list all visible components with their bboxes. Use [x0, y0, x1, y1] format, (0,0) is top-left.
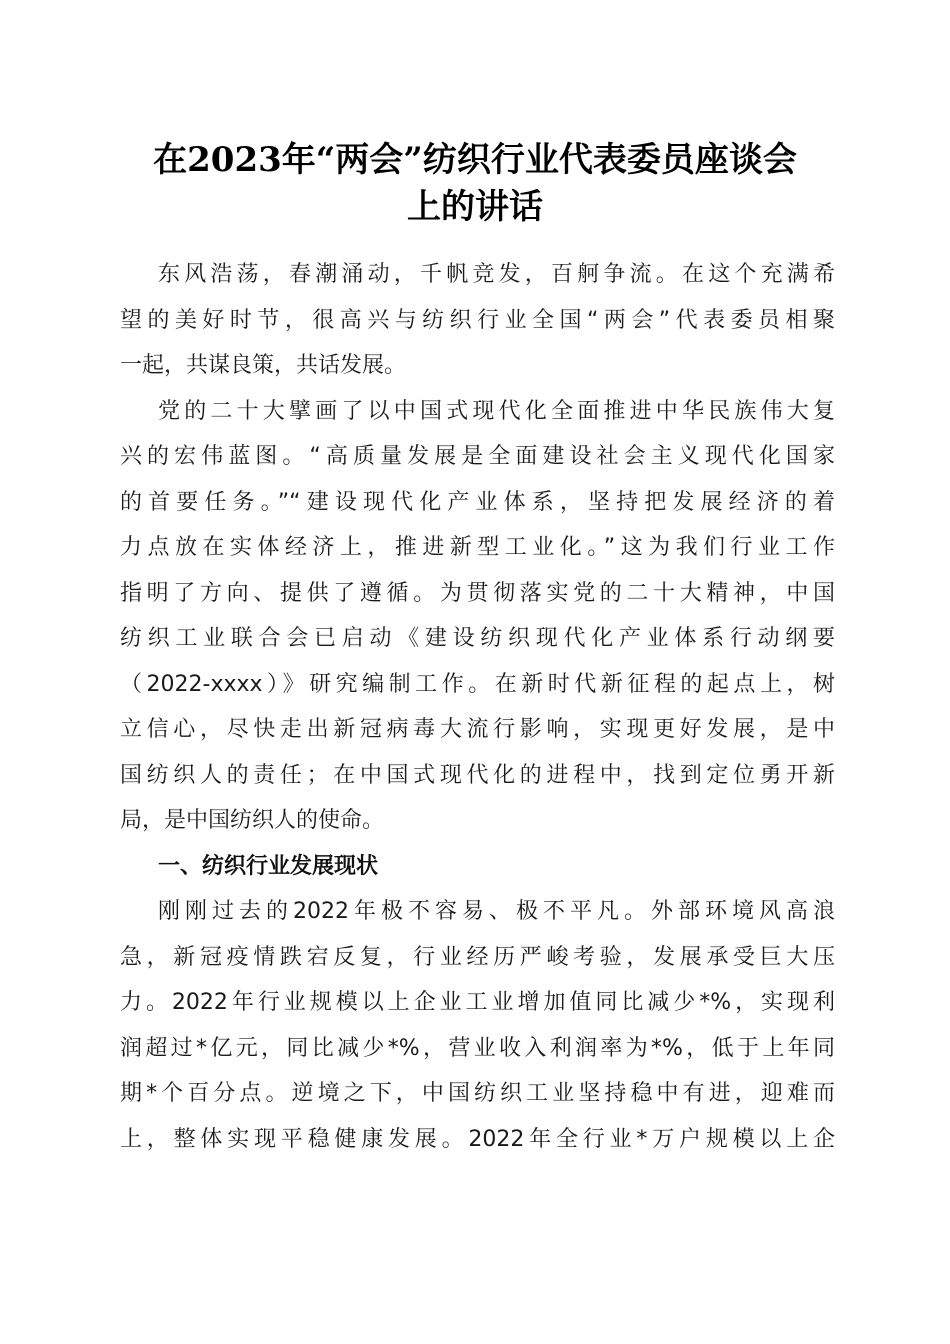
text-line: 立信心，尽快走出新冠病毒大流行影响，实现更好发展，是中	[120, 717, 835, 742]
text-line: 党的二十大擘画了以中国式现代化全面推进中华民族伟大复	[158, 398, 835, 424]
text-line: 力。2022年行业规模以上企业工业增加值同比减少*%，实现利	[120, 990, 835, 1015]
paragraph-industry-status	[120, 889, 835, 1162]
paragraph-twentieth-congress	[120, 389, 835, 844]
document-title-line-1: 在2023年“两会”纺织行业代表委员座谈会	[153, 140, 797, 180]
text-line: 国纺织人的责任；在中国式现代化的进程中，找到定位勇开新	[120, 762, 835, 788]
text-line: 上，整体实现平稳健康发展。2022年全行业*万户规模以上企	[120, 1126, 835, 1152]
document-title-line-2: 上的讲话	[407, 187, 543, 227]
text-line: 力点放在实体经济上，推进新型工业化。”这为我们行业工作	[120, 535, 835, 560]
text-line: 纺织工业联合会已启动《建设纺织现代化产业体系行动纲要	[120, 626, 835, 651]
document-body	[120, 252, 835, 1162]
text-line: 一起，共谋良策，共话发展。	[120, 353, 407, 378]
text-line: 兴的宏伟蓝图。“高质量发展是全面建设社会主义现代化国家	[120, 444, 835, 469]
text-line: 局，是中国纺织人的使命。	[120, 808, 385, 833]
text-line: 指明了方向、提供了遵循。为贯彻落实党的二十大精神，中国	[120, 580, 835, 606]
text-line: 急，新冠疫情跌宕反复，行业经历严峻考验，发展承受巨大压	[120, 944, 835, 970]
text-line: 刚刚过去的2022年极不容易、极不平凡。外部环境风高浪	[158, 899, 835, 924]
text-line: 的首要任务。”“建设现代化产业体系，坚持把发展经济的着	[120, 489, 835, 515]
paragraph-opening	[120, 252, 835, 389]
text-line: 润超过*亿元，同比减少*%，营业收入利润率为*%，低于上年同	[120, 1035, 835, 1061]
section-heading: 一、纺织行业发展现状	[158, 853, 379, 879]
text-line: （2022-xxxx）》研究编制工作。在新时代新征程的起点上，树	[120, 671, 835, 697]
text-line: 期*个百分点。逆境之下，中国纺织工业坚持稳中有进，迎难而	[120, 1081, 835, 1106]
text-line: 望的美好时节，很高兴与纺织行业全国“两会”代表委员相聚	[120, 307, 835, 333]
text-line: 东风浩荡，春潮涌动，千帆竞发，百舸争流。在这个充满希	[158, 262, 835, 287]
